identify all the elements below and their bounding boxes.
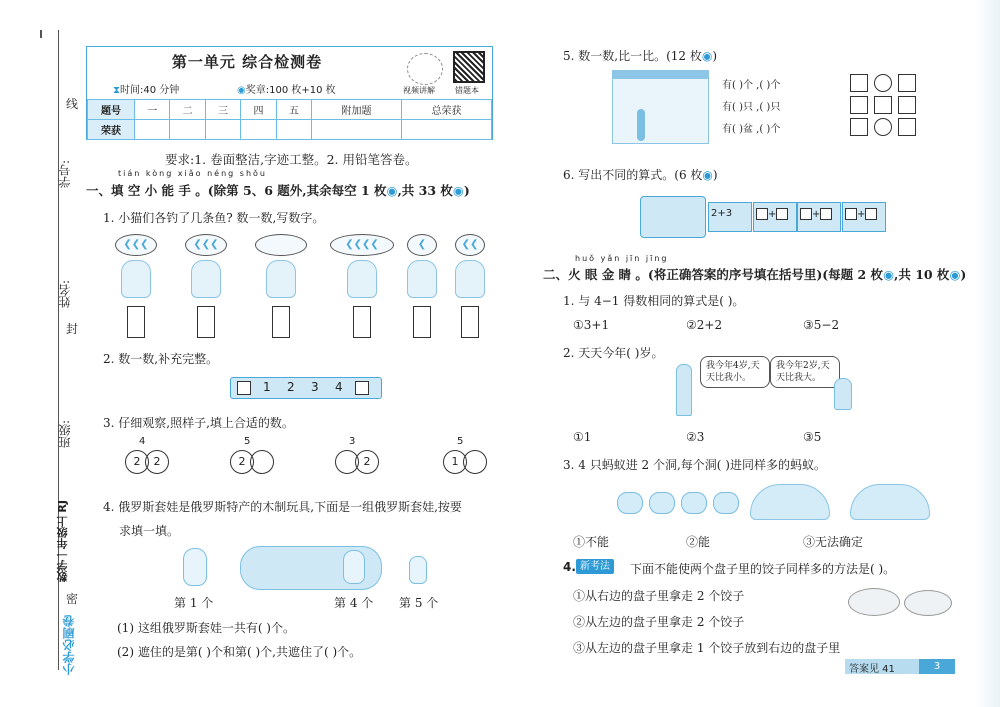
page-number: 3 xyxy=(919,659,955,674)
train-op: + xyxy=(768,209,777,220)
ruler-blank-box[interactable] xyxy=(355,381,369,395)
compare-shape[interactable] xyxy=(874,96,892,114)
score-label-cell: 荣获 xyxy=(88,120,135,140)
fish-icons: ❮❮❮ xyxy=(193,239,219,250)
s2-q1-choice[interactable]: ①3+1 xyxy=(573,318,610,332)
q5-prompt: 5. 数一数,比一比。(12 枚◉) xyxy=(563,49,718,63)
medal-icon: ◉ xyxy=(386,183,398,198)
s2-q1-choice[interactable]: ③5−2 xyxy=(803,318,840,332)
score-input-cell[interactable] xyxy=(276,120,311,140)
q2-ruler-prompt: 2. 数一数,补充完整。 xyxy=(103,352,219,366)
hourglass-icon: ⧗ xyxy=(113,85,121,96)
score-header-cell: 二 xyxy=(170,100,205,120)
score-table xyxy=(87,99,492,140)
split-left-circle[interactable]: 2 xyxy=(230,450,254,474)
cat-image xyxy=(407,260,437,298)
compare-shape[interactable] xyxy=(898,96,916,114)
fish-bubble xyxy=(185,234,227,256)
ant-hole-image xyxy=(750,484,830,520)
score-header-cell: 四 xyxy=(241,100,276,120)
compare-shape[interactable] xyxy=(874,118,892,136)
book-label: 数学一年级上 RJ xyxy=(56,500,69,583)
fish-bubble xyxy=(255,234,307,256)
s2-q2-prompt: 2. 天天今年( )岁。 xyxy=(563,346,664,360)
medal-icon: ◉ xyxy=(883,267,894,282)
reward-info: ◉奖章:100 枚+10 枚 xyxy=(237,85,336,96)
q5-count-line: 有( )只 ,( )只 xyxy=(722,102,781,113)
score-header-row xyxy=(88,100,492,120)
train-blank-equation[interactable] xyxy=(756,208,788,220)
speech-bubble-2: 我今年2岁,天天比我大。 xyxy=(770,356,840,388)
brand-logo: 小学必刷卷 xyxy=(62,615,76,675)
s2-q3-prompt: 3. 4 只蚂蚁进 2 个洞,每个洞( )进同样多的蚂蚁。 xyxy=(563,458,826,472)
ruler-number: 1 xyxy=(263,380,271,394)
requirement: 要求:1. 卷面整洁,字迹工整。2. 用铅笔答卷。 xyxy=(165,152,418,167)
compare-shape[interactable] xyxy=(850,118,868,136)
s2-q4-number: 4. xyxy=(563,560,576,574)
ruler-number: 4 xyxy=(335,380,343,394)
train-op: + xyxy=(812,209,821,220)
cat-image xyxy=(455,260,485,298)
score-input-cell[interactable] xyxy=(135,120,170,140)
fish-answer-box[interactable] xyxy=(413,306,431,338)
doll-label: 第 5 个 xyxy=(399,596,439,610)
ruler xyxy=(230,377,382,399)
s2-q1-choice[interactable]: ②2+2 xyxy=(686,318,723,332)
train-first-equation: 2+3 xyxy=(711,208,733,219)
window-scene-image xyxy=(612,70,709,144)
s2-q4-prompt: 下面不能使两个盘子里的饺子同样多的方法是( )。 xyxy=(630,562,896,576)
s2-q2-choice[interactable]: ①1 xyxy=(573,430,592,444)
s2-q2-choice[interactable]: ②3 xyxy=(686,430,705,444)
compare-shape[interactable] xyxy=(898,118,916,136)
split-right-circle[interactable]: 2 xyxy=(355,450,379,474)
q4-sub2: (2) 遮住的是第( )个和第( )个,共遮住了( )个。 xyxy=(117,645,362,659)
score-input-cell[interactable] xyxy=(205,120,240,140)
score-value-row xyxy=(88,120,492,140)
page-title: 第一单元 综合检测卷 xyxy=(171,53,323,71)
fish-icons: ❮❮❮❮ xyxy=(345,239,379,250)
q1-fish-prompt: 1. 小猫们各钓了几条鱼? 数一数,写数字。 xyxy=(103,211,325,225)
split-right-circle[interactable] xyxy=(250,450,274,474)
s2-q3-choice[interactable]: ③无法确定 xyxy=(803,535,864,549)
train-engine xyxy=(640,196,706,238)
fish-answer-box[interactable] xyxy=(461,306,479,338)
section2-title: 二、火 眼 金 睛 。(将正确答案的序号填在括号里)(每题 2 枚◉,共 10 枚◉) xyxy=(543,267,967,282)
section2-pinyin: huǒ yǎn jīn jīng xyxy=(575,254,669,263)
ruler-blank-box[interactable] xyxy=(237,381,251,395)
score-input-cell[interactable] xyxy=(241,120,276,140)
split-left-circle[interactable]: 1 xyxy=(443,450,467,474)
binding-dense-char: 密 xyxy=(66,592,79,606)
ant-image xyxy=(649,492,675,514)
score-header-cell: 一 xyxy=(135,100,170,120)
s2-q2-choice[interactable]: ③5 xyxy=(803,430,822,444)
s2-q4-option[interactable]: ①从右边的盘子里拿走 2 个饺子 xyxy=(573,589,745,603)
doll-image xyxy=(343,550,365,584)
page-edge-shadow xyxy=(975,0,1000,707)
doll-label: 第 1 个 xyxy=(174,596,214,610)
new-exam-tag: 新考法 xyxy=(576,559,614,574)
time-limit: ⧗时间:40 分钟 xyxy=(113,85,180,96)
section1-pinyin: tián kòng xiǎo néng shǒu xyxy=(118,169,267,178)
split-top-number: 5 xyxy=(457,436,464,447)
plate-image xyxy=(904,590,952,616)
s2-q1-prompt: 1. 与 4−1 得数相同的算式是( )。 xyxy=(563,294,745,308)
fish-icons: ❮ xyxy=(417,239,427,250)
student-id-label: 学号: xyxy=(58,160,72,189)
s2-q3-choice[interactable]: ②能 xyxy=(686,535,711,549)
fish-answer-box[interactable] xyxy=(127,306,145,338)
ruler-number: 3 xyxy=(311,380,319,394)
score-input-cell[interactable] xyxy=(170,120,205,140)
video-qr-icon[interactable] xyxy=(407,53,443,85)
cat-image xyxy=(191,260,221,298)
ant-hole-image xyxy=(850,484,930,520)
answer-ref: 答案见 41 xyxy=(849,664,895,675)
boy-figure xyxy=(676,364,692,416)
ant-image xyxy=(617,492,643,514)
doll-label: 第 4 个 xyxy=(334,596,374,610)
score-input-cell[interactable] xyxy=(402,120,492,140)
compare-shape[interactable] xyxy=(850,74,868,92)
q4-prompt-line1: 4. 俄罗斯套娃是俄罗斯特产的木制玩具,下面是一组俄罗斯套娃,按要 xyxy=(103,500,462,514)
header-box xyxy=(86,46,493,140)
q5-count-line: 有( )盆 ,( )个 xyxy=(722,124,781,135)
fish-bubble xyxy=(330,234,394,256)
cat-image xyxy=(347,260,377,298)
class-label: 班级: xyxy=(58,420,72,449)
s2-q4-option[interactable]: ②从左边的盘子里拿走 2 个饺子 xyxy=(573,615,745,629)
q6-prompt: 6. 写出不同的算式。(6 枚◉) xyxy=(563,168,718,182)
medal-icon: ◉ xyxy=(702,168,713,182)
cat-image xyxy=(266,260,296,298)
score-header-cell: 五 xyxy=(276,100,311,120)
fish-bubble xyxy=(115,234,157,256)
q4-sub1: (1) 这组俄罗斯套娃一共有( )个。 xyxy=(117,621,295,635)
video-label: 视频讲解 xyxy=(403,86,435,95)
girl-figure xyxy=(834,378,852,410)
s2-q3-choice[interactable]: ①不能 xyxy=(573,535,610,549)
split-right-circle[interactable]: 2 xyxy=(145,450,169,474)
section1-title: 一、填 空 小 能 手 。(除第 5、6 题外,其余每空 1 枚◉,共 33 枚◉) xyxy=(86,183,470,198)
wrongbook-label: 错题本 xyxy=(455,86,479,95)
doll-image xyxy=(183,548,207,586)
q3-split-prompt: 3. 仔细观察,照样子,填上合适的数。 xyxy=(103,416,294,430)
split-top-number: 4 xyxy=(139,436,146,447)
ant-image xyxy=(713,492,739,514)
score-header-cell: 三 xyxy=(205,100,240,120)
fish-bubble xyxy=(455,234,485,256)
score-header-cell: 附加题 xyxy=(312,100,402,120)
score-input-cell[interactable] xyxy=(312,120,402,140)
compare-shape[interactable] xyxy=(898,74,916,92)
plate-image xyxy=(848,588,900,616)
doll-image xyxy=(409,556,427,584)
medal-icon: ◉ xyxy=(701,49,713,63)
compare-shape[interactable] xyxy=(850,96,868,114)
wrongbook-qr-icon[interactable] xyxy=(453,51,485,83)
split-top-number: 3 xyxy=(349,436,356,447)
crop-mark xyxy=(40,30,42,38)
fish-bubble xyxy=(407,234,437,256)
speech-bubble-1: 我今年4岁,天天比我小。 xyxy=(700,356,770,388)
fish-answer-box[interactable] xyxy=(197,306,215,338)
q5-count-line: 有( )个 ,( )个 xyxy=(722,80,781,91)
fish-answer-box[interactable] xyxy=(353,306,371,338)
q4-prompt-line2: 求填一填。 xyxy=(119,524,180,538)
binding-seal-char: 封 xyxy=(66,322,79,336)
medal-icon: ◉ xyxy=(949,267,961,282)
binding-line-char: 线 xyxy=(66,97,79,111)
compare-shape[interactable] xyxy=(874,74,892,92)
split-top-number: 5 xyxy=(244,436,251,447)
name-label: 姓名: xyxy=(58,280,72,309)
train-blank-equation[interactable] xyxy=(800,208,832,220)
train-op: + xyxy=(857,209,866,220)
fish-icons: ❮❮ xyxy=(461,239,479,250)
split-left-circle[interactable]: 2 xyxy=(125,450,149,474)
medal-icon: ◉ xyxy=(452,183,464,198)
page-footer xyxy=(845,659,955,674)
score-header-cell: 总荣获 xyxy=(402,100,492,120)
medal-icon: ◉ xyxy=(237,85,246,96)
ruler-number: 2 xyxy=(287,380,295,394)
fish-answer-box[interactable] xyxy=(272,306,290,338)
train-blank-equation[interactable] xyxy=(845,208,877,220)
split-right-circle[interactable] xyxy=(463,450,487,474)
s2-q4-option[interactable]: ③从左边的盘子里拿走 1 个饺子放到右边的盘子里 xyxy=(573,641,841,655)
child-figure xyxy=(637,109,645,141)
ant-image xyxy=(681,492,707,514)
fish-icons: ❮❮❮ xyxy=(123,239,149,250)
score-header-cell: 题号 xyxy=(88,100,135,120)
cat-image xyxy=(121,260,151,298)
